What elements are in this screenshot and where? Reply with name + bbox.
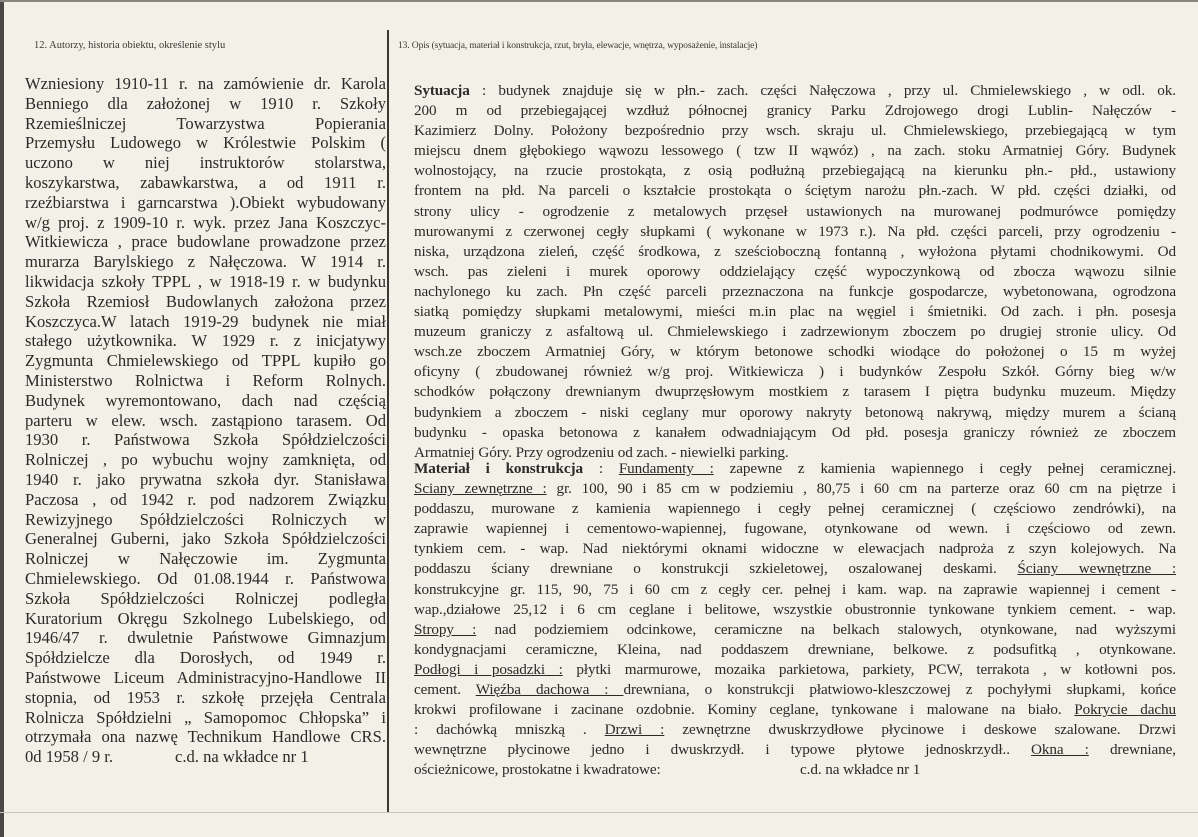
page-edge-top <box>0 0 1198 2</box>
page-edge-bottom <box>0 812 1198 813</box>
text-line <box>414 101 1176 121</box>
text-segment: uczono w niej instruktorów stolarstwa, <box>25 153 386 173</box>
text-segment: konstrukcyjne gr. 115, 90, 75 i 60 cm z cegły cer. pełnej i kam. wap. na zaprawie wapiennej i cement - <box>414 580 1176 598</box>
text-segment: Spółdzielcze dla Dorosłych, od 1949 r. <box>25 648 386 668</box>
subsection-label: Ściany wewnętrzne : <box>1017 560 1176 578</box>
text-line <box>25 351 386 371</box>
text-line <box>25 430 386 450</box>
text-segment: Benniego dla założonej w 1910 r. Szkoły <box>25 93 386 113</box>
text-line <box>414 600 1176 620</box>
subsection-label: Stropy : <box>414 620 477 638</box>
text-segment: : <box>582 460 619 477</box>
text-segment: murowanymi z czerwonej cegły słupkami ( wykonane w 1973 r.). Na płd. części parceli, przy ogrodzeniu - <box>414 222 1176 240</box>
subsection-label: Fundamenty : <box>618 460 714 477</box>
text-segment: budynkiem a zboczem - niski ceglany mur oporowy nakryty betonową nakrywą, między murem a ścianą <box>414 403 1176 421</box>
section-13-heading: 13. Opis (sytuacja, materiał i konstrukcja, rzut, bryła, elewacje, wnętrza, wyposażenie, instalacje) <box>398 40 758 51</box>
text-segment: kondygnacjami ceramiczne, Kleina, nad poddaszem drewniane, belkowe. z podsufitką , otynkowane. <box>414 640 1176 658</box>
text-segment: nachylonego ku zach. Płn część parceli przeznaczona na funkcje gospodarcze, wybetonowana, ogrodzona <box>414 282 1176 300</box>
text-line <box>25 609 386 629</box>
text-line <box>25 371 386 391</box>
text-line <box>414 282 1176 302</box>
text-line <box>414 559 1176 579</box>
text-segment: 1940 r. jako prywatna szkoła dyr. Stanisława <box>25 469 386 489</box>
text-line <box>414 580 1176 600</box>
text-line <box>25 688 386 708</box>
text-line <box>414 403 1176 423</box>
section-label: Sytuacja <box>414 82 470 99</box>
text-line <box>25 708 386 728</box>
text-line <box>414 479 1176 499</box>
text-segment: koszykarstwa, zabawkarstwa, a od 1911 r. <box>25 172 386 192</box>
subsection-label: Więźba dachowa : <box>475 681 624 699</box>
text-segment: parteru w elew. wsch. zastąpiono tarasem. Od <box>25 410 386 430</box>
text-segment: : budynek znajduje się w płn.- zach. części Nałęczowa , przy ul. Chmielewskiego , w odl. ok. <box>469 82 1176 99</box>
text-line <box>414 202 1176 222</box>
material-section <box>414 459 1176 781</box>
page-edge <box>0 0 4 837</box>
text-line <box>414 740 1176 760</box>
text-line <box>25 173 386 193</box>
text-segment: 1946/47 r. dwuletnie Państwowe Gimnazjum <box>25 628 386 648</box>
text-segment: niska, urządzona zieleń, część środkowa, z sześcioboczną fontanną , wyłożona płytami chodnikowymi. Od <box>414 242 1176 260</box>
text-segment: siatką pomiędzy słupkami metalowymi, mieści m.in plac na węgiel i śmietniki. Od zach. i płn. posesja <box>414 303 1176 321</box>
text-line <box>25 331 386 351</box>
text-segment: wap.,działowe 25,12 i 6 cm ceglane i belitowe, wszystkie obustronnie tynkowane tynkiem cement. - wap. <box>414 600 1176 618</box>
text-segment: Wzniesiony 1910-11 r. na zamówienie dr. Karola <box>25 74 386 93</box>
text-segment: poddaszu ściany drewniane o konstrukcji szkieletowej, oszalowanej deskami. <box>414 560 1018 578</box>
text-segment: gr. 100, 90 i 85 cm w podziemiu , 80,75 i 60 cm na parterze oraz 60 cm na piętrze i <box>546 480 1177 498</box>
text-line <box>25 470 386 490</box>
material-last-line <box>414 760 1176 780</box>
text-line <box>25 272 386 292</box>
text-line <box>414 382 1176 402</box>
subsection-label: Drzwi : <box>604 721 665 739</box>
text-segment: schodków połączony drewnianym dwuprzęsłowym mostkiem z tarasem I piętra budynku muzeum. Między <box>414 383 1176 401</box>
text-segment: zapewne z kamienia wapiennego i cegły pełnej ceramicznej. <box>713 460 1177 477</box>
text-segment: Szkoła Spółdzielczości Rolniczej podległa <box>25 588 386 608</box>
text-line <box>414 262 1176 282</box>
text-segment: Szkoła Rzemiosł Budowlanych założona przez <box>25 291 386 311</box>
text-segment: wewnętrzne płycinowe jedno i dwuskrzydł. i typowe płytowe jednoskrzydł.. <box>414 741 1032 759</box>
text-segment: stopnia, od 1953 r. szkołę przejęła Centrala <box>25 687 386 707</box>
text-line <box>414 362 1176 382</box>
text-line <box>414 620 1176 640</box>
text-line <box>25 490 386 510</box>
text-line <box>25 252 386 272</box>
text-line <box>25 411 386 431</box>
text-segment: tynkiem cem. - wap. Nad niektórymi oknami widoczne w elewacjach nadproża z szyn kolejowych. Na <box>414 540 1176 558</box>
text-line <box>25 312 386 332</box>
text-line <box>25 232 386 252</box>
text-line <box>414 539 1176 559</box>
text-line <box>414 680 1176 700</box>
text-segment: płytki marmurowe, mozaika parkietowa, parkiety, PCW, terrakota , w kotłowni pos. <box>562 660 1177 678</box>
column-divider <box>387 30 389 812</box>
text-line <box>414 459 1176 479</box>
text-segment: murarza Barylskiego z Nałęczowa. W 1914 r. <box>25 252 386 272</box>
subsection-label: Okna : <box>1031 741 1089 759</box>
text-segment: Kazimierz Dolny. Położony bezpośrednio przy wsch. skraju ul. Chmielewskiego, przebiegającą w tym <box>414 122 1176 140</box>
text-line <box>25 589 386 609</box>
text-line <box>25 94 386 114</box>
subsection-label: Podłogi i posadzki : <box>414 660 563 678</box>
history-text <box>25 74 386 747</box>
text-segment: cement. <box>414 681 476 699</box>
text-line <box>25 668 386 688</box>
text-segment: frontem na płd. Na parceli o kształcie prostokąta o ściętym narożu płn.-zach. W płd. części działki, od <box>414 182 1176 200</box>
text-segment: krokwi profilowane i zacinane ozdobnie. Kominy ceglane, tynkowane i malowane na biało. <box>414 701 1075 719</box>
history-last-line <box>25 747 386 767</box>
text-segment: strony ulicy - ogrodzenie z metalowych przęseł ustawionych na murowanej podmurówce pomiędzy <box>414 202 1176 220</box>
text-segment: Rolniczej , po wybuchu wojny zamknięta, od <box>25 450 386 470</box>
text-line <box>25 74 386 94</box>
text-segment: Generalnej Guberni, jako Szkoła Spółdzielczości <box>25 529 386 549</box>
text-segment: poddaszu, murowane z kamienia wapiennego i cegły pełnej ceramicznej ( częściowo zendrówki), na <box>414 500 1176 518</box>
text-segment: wsch. pas zieleni i murek oporowy oddzielający część wypoczynkową od zbocza wąwozu silnie <box>414 262 1176 280</box>
text-segment: Zygmunta Chmielewskiego od TPPL kupiło go <box>25 351 386 371</box>
section-12-heading: 12. Autorzy, historia obiektu, określenie stylu <box>34 40 226 51</box>
text-segment: rzeźbiarstwa i garncarstwa ).Obiekt wybudowany <box>25 192 386 212</box>
text-line <box>25 510 386 530</box>
text-line <box>25 529 386 549</box>
situation-section <box>414 81 1176 463</box>
text-segment: Rzemieślniczej Towarzystwa Popierania <box>25 113 386 133</box>
text-segment: Rewizyjnego Spółdzielczości Rolniczych w <box>25 509 386 529</box>
material-last-text: ościeżnicowe, prostokatne i kwadratowe: <box>414 761 661 779</box>
text-segment: nad podziemiem odcinkowe, ceramiczne na belkach stalowych, otynkowane, nad wyższymi <box>476 620 1176 638</box>
text-line <box>25 292 386 312</box>
text-segment: Przemysłu Ludowego w Królestwie Polskim ( <box>25 133 386 153</box>
text-line <box>414 141 1176 161</box>
text-segment: Witkiewicza , prace budowlane prowadzone przez <box>25 232 386 252</box>
text-line <box>25 391 386 411</box>
text-line <box>414 181 1176 201</box>
text-line <box>414 700 1176 720</box>
situation-text <box>414 81 1176 463</box>
text-segment: wolnostojący, na rzucie prostokąta, z osią podłużną przebiegającą na kierunku płn.- płd., ustawiony <box>414 162 1176 180</box>
text-segment: 1930 r. Państwowa Szkoła Spółdzielczości <box>25 430 386 450</box>
text-line <box>25 213 386 233</box>
material-text <box>414 459 1176 760</box>
text-line <box>414 519 1176 539</box>
history-last-text: 0d 1958 / 9 r. <box>25 747 114 767</box>
text-segment: stałego użytkownika. W 1929 r. z inicjatywy <box>25 331 386 351</box>
text-line <box>25 153 386 173</box>
text-segment: likwidacja szkoły TPPL , w 1918-19 r. w budynku <box>25 271 386 291</box>
continuation-note: c.d. na wkładce nr 1 <box>175 747 309 767</box>
text-segment: zewnętrzne dwuskrzydłowe płycinowe i deskowe szalowane. Drzwi <box>664 721 1176 739</box>
text-segment: otrzymała ona nazwę Technikum Handlowe CRS. <box>25 727 386 747</box>
text-segment: Paczosa , od 1942 r. pod nadzorem Związku <box>25 489 386 509</box>
text-segment: Państwowe Liceum Administracyjno-Handlowe II <box>25 667 386 687</box>
text-segment: miejscu dnem głębokiego wąwozu lessowego ( tzw II wąwóz) , na zach. stoku Armatniej Góry. Budynek <box>414 142 1176 160</box>
subsection-label: Sciany zewnętrzne : <box>414 480 547 498</box>
text-segment: zaprawie wapiennej i cementowo-wapiennej, fugowane, otynkowane od wewn. i częściowo od zewn. <box>414 520 1176 538</box>
text-segment: drewniane, <box>1088 741 1176 759</box>
text-line <box>414 660 1176 680</box>
text-line <box>414 499 1176 519</box>
text-segment: Koszczyca.W latach 1919-29 budynek nie miał <box>25 311 386 331</box>
text-line <box>414 121 1176 141</box>
text-line <box>25 727 386 747</box>
text-line <box>414 423 1176 443</box>
text-line <box>25 114 386 134</box>
text-line <box>25 193 386 213</box>
text-segment: muzeum graniczy z asfaltową ul. Chmielewskiego i zadrzewionym zboczem po drugiej stronie ulicy. Od <box>414 323 1176 341</box>
text-line <box>414 81 1176 101</box>
text-line <box>414 222 1176 242</box>
text-segment: w/g proj. z 1909-10 r. wyk. przez Jana Koszczyc- <box>25 212 386 232</box>
text-segment: Budynek wyremontowano, dach nad częścią <box>25 390 386 410</box>
text-segment: oficyny ( zbudowanej również w/g proj. Witkiewicza ) i budynków Zespołu Szkół. Górny bieg w/w <box>414 363 1176 381</box>
text-segment: Ministerstwo Rolnictwa i Reform Rolnych. <box>25 370 386 390</box>
subsection-label: Pokrycie dachu <box>1074 701 1176 719</box>
text-segment: budynku - opaska betonowa z kanałem odwadniającym Od płd. posesja graniczy również ze zboczem <box>414 423 1176 441</box>
text-line <box>25 133 386 153</box>
text-line <box>25 648 386 668</box>
text-line <box>25 628 386 648</box>
text-line <box>414 322 1176 342</box>
text-line <box>25 450 386 470</box>
text-segment: drewniana, o konstrukcji płatwiowo-kleszczowej z pochyłymi słupkami, końce <box>623 681 1176 699</box>
section-label: Materiał i konstrukcja <box>414 460 583 477</box>
text-segment: Rolnicza Spółdzielni „ Samopomoc Chłopska” i <box>25 707 386 727</box>
text-line <box>414 161 1176 181</box>
text-segment: Kuratorium Okręgu Szkolnego Lubelskiego, od <box>25 608 386 628</box>
history-column <box>25 74 386 767</box>
text-line <box>414 720 1176 740</box>
continuation-note: c.d. na wkładce nr 1 <box>800 761 921 779</box>
text-line <box>414 640 1176 660</box>
text-segment: wsch.ze zboczem Armatniej Góry, w którym betonowe schodki wiodące do położonej o 15 m wyżej <box>414 343 1176 361</box>
text-line <box>25 549 386 569</box>
text-segment: : dachówką mniszką . <box>414 721 605 739</box>
text-segment: 200 m od przebiegającej wzdłuż północnej granicy Parku Zdrojowego drogi Lublin- Nałęczów - <box>414 102 1176 120</box>
text-segment: Chmielewskiego. Od 01.08.1944 r. Państwowa <box>25 568 386 588</box>
text-line <box>414 302 1176 322</box>
text-segment: Rolniczej w Nałęczowie im. Zygmunta <box>25 549 386 569</box>
text-segment: Armatniej Góry. Przy ogrodzeniu od zach. - niewielki parking. <box>414 443 789 461</box>
text-line <box>414 342 1176 362</box>
text-line <box>25 569 386 589</box>
text-line <box>414 242 1176 262</box>
